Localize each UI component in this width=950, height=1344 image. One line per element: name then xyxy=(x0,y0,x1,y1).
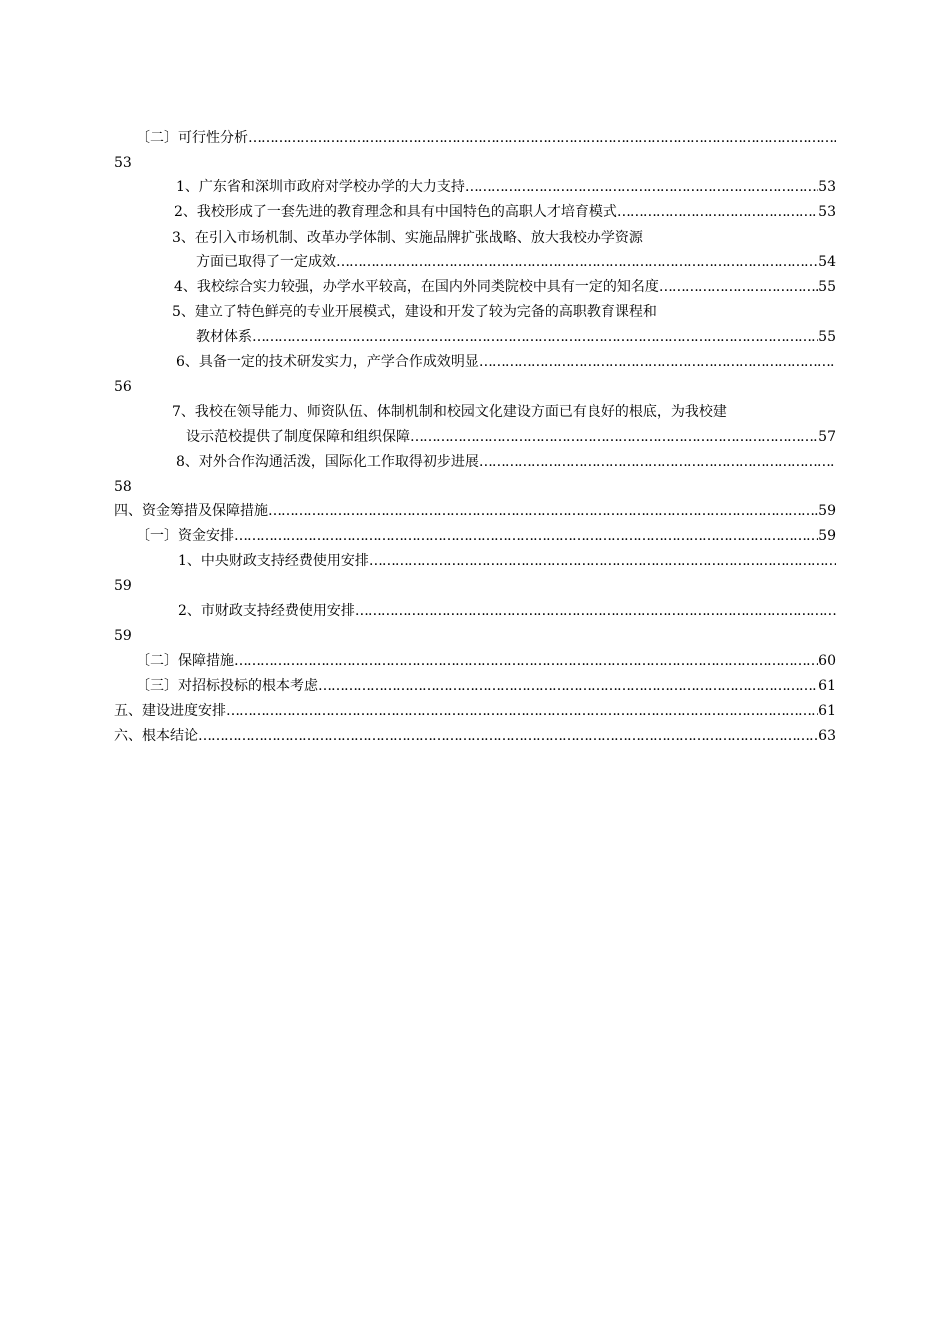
leader-dots xyxy=(659,277,818,297)
toc-entry[interactable] xyxy=(136,128,836,148)
toc-entry-title: 1、广东省和深圳市政府对学校办学的大力支持 xyxy=(176,179,465,195)
toc-entry-page: 60 xyxy=(818,653,836,669)
toc-entry-page: 56 xyxy=(114,379,132,395)
toc-entry-page: 59 xyxy=(114,628,132,644)
leader-dots xyxy=(479,352,836,372)
toc-entry-page: 63 xyxy=(818,728,836,744)
toc-entry[interactable] xyxy=(136,676,836,696)
toc-entry-title-line1[interactable]: 3、在引入市场机制、改革办学体制、实施品牌扩张战略、放大我校办学资源 xyxy=(172,230,643,246)
toc-entry-title: 〔二〕可行性分析 xyxy=(136,130,248,146)
toc-entry-page: 61 xyxy=(818,678,836,694)
leader-dots xyxy=(355,601,836,621)
toc-entry[interactable] xyxy=(136,526,836,546)
toc-entry-title: 六、根本结论 xyxy=(114,728,198,744)
toc-entry-title-line2: 方面已取得了一定成效 xyxy=(196,254,336,270)
toc-entry[interactable] xyxy=(186,427,836,447)
toc-entry-page: 58 xyxy=(114,479,132,495)
toc-entry-title: 四、资金筹措及保障措施 xyxy=(114,503,268,519)
toc-entry-page: 61 xyxy=(818,703,836,719)
toc-entry[interactable] xyxy=(178,551,836,571)
toc-entry-title-line1[interactable]: 7、我校在领导能力、师资队伍、体制机制和校园文化建设方面已有良好的根底，为我校建 xyxy=(172,404,727,420)
toc-entry-page: 59 xyxy=(818,503,836,519)
toc-entry[interactable] xyxy=(136,651,836,671)
leader-dots xyxy=(369,551,836,571)
leader-dots xyxy=(248,128,836,148)
toc-entry-page: 59 xyxy=(114,578,132,594)
leader-dots xyxy=(198,726,818,746)
leader-dots xyxy=(252,327,818,347)
leader-dots xyxy=(234,526,818,546)
toc-entry-title: 〔二〕保障措施 xyxy=(136,653,234,669)
leader-dots xyxy=(465,177,818,197)
leader-dots xyxy=(336,252,818,272)
toc-entry-page: 53 xyxy=(818,179,836,195)
toc-entry-title: 〔三〕对招标投标的根本考虑 xyxy=(136,678,318,694)
toc-entry-title: 6、具备一定的技术研发实力，产学合作成效明显 xyxy=(176,354,479,370)
toc-entry[interactable] xyxy=(176,177,836,197)
leader-dots xyxy=(234,651,818,671)
leader-dots xyxy=(318,676,818,696)
toc-entry-title: 五、建设进度安排 xyxy=(114,703,226,719)
toc-entry[interactable] xyxy=(114,701,836,721)
toc-entry[interactable] xyxy=(178,601,836,621)
toc-entry-title: 2、我校形成了一套先进的教育理念和具有中国特色的高职人才培育模式 xyxy=(174,204,617,220)
toc-entry-page: 57 xyxy=(818,429,836,445)
toc-entry-title: 2、市财政支持经费使用安排 xyxy=(178,603,355,619)
leader-dots xyxy=(226,701,818,721)
toc-entry-page: 55 xyxy=(818,279,836,295)
leader-dots xyxy=(617,202,818,222)
toc-entry[interactable] xyxy=(174,277,836,297)
toc-entry[interactable] xyxy=(114,501,836,521)
toc-entry[interactable] xyxy=(114,726,836,746)
toc-entry-title: 〔一〕资金安排 xyxy=(136,528,234,544)
toc-entry[interactable] xyxy=(176,452,836,472)
toc-entry-page: 55 xyxy=(818,329,836,345)
leader-dots xyxy=(410,427,818,447)
toc-entry-page: 54 xyxy=(818,254,836,270)
toc-entry-title-line2: 设示范校提供了制度保障和组织保障 xyxy=(186,429,410,445)
toc-entry-page: 53 xyxy=(114,155,132,171)
toc-entry-title-line1[interactable]: 5、建立了特色鲜亮的专业开展模式，建设和开发了较为完备的高职教育课程和 xyxy=(172,304,657,320)
leader-dots xyxy=(479,452,836,472)
toc-entry[interactable] xyxy=(196,252,836,272)
toc-entry[interactable] xyxy=(176,352,836,372)
leader-dots xyxy=(268,501,818,521)
toc-entry-title: 8、对外合作沟通活泼，国际化工作取得初步进展 xyxy=(176,454,479,470)
toc-entry-title: 4、我校综合实力较强，办学水平较高，在国内外同类院校中具有一定的知名度 xyxy=(174,279,659,295)
toc-entry-title: 1、中央财政支持经费使用安排 xyxy=(178,553,369,569)
toc-entry[interactable] xyxy=(196,327,836,347)
toc-entry-page: 59 xyxy=(818,528,836,544)
toc-entry-page: 53 xyxy=(818,204,836,220)
toc-entry[interactable] xyxy=(174,202,836,222)
toc-entry-title-line2: 教材体系 xyxy=(196,329,252,345)
